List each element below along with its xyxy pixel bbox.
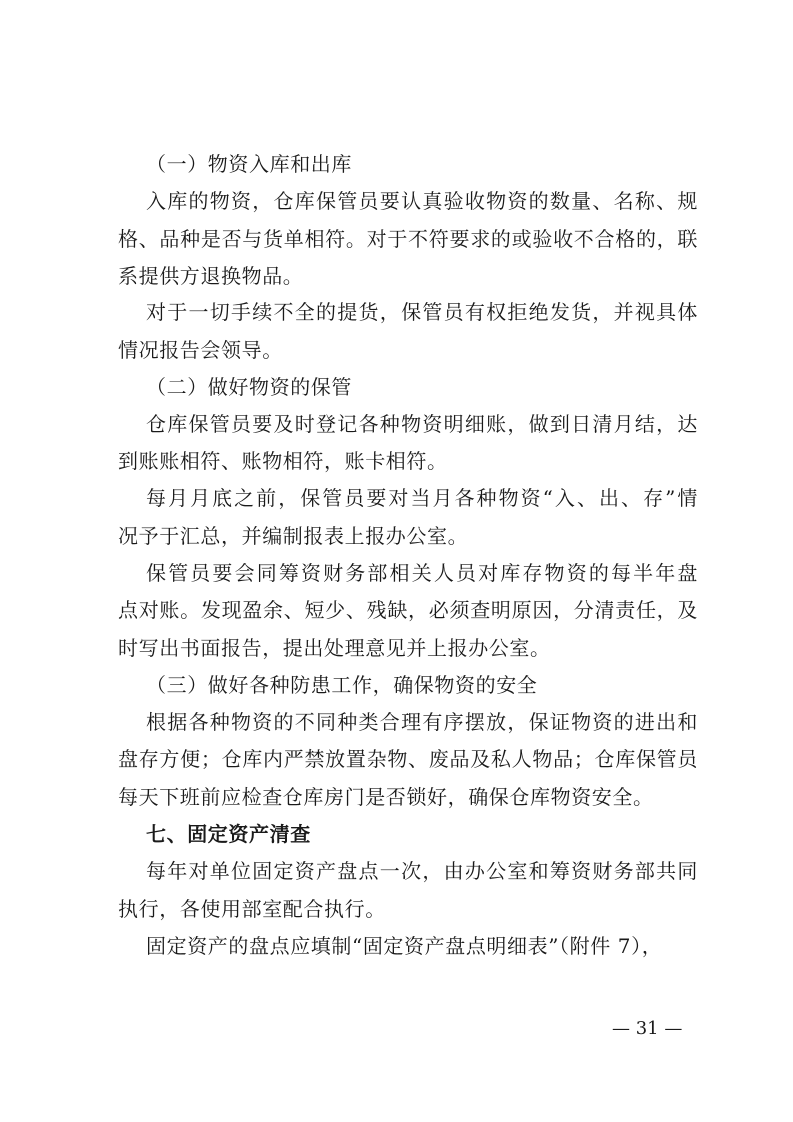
subsection-heading-3: （三）做好各种防患工作，确保物资的安全 xyxy=(146,673,538,697)
paragraph-line: 入库的物资，仓库保管员要认真验收物资的数量、名称、规 xyxy=(146,189,698,213)
paragraph-line: 对于一切手续不全的提货，保管员有权拒绝发货，并视具体 xyxy=(146,300,698,324)
page-number: — 31 — xyxy=(612,1018,683,1039)
paragraph-line: 执行，各使用部室配合执行。 xyxy=(118,897,386,921)
paragraph-line: 时写出书面报告，提出处理意见并上报办公室。 xyxy=(118,636,551,660)
subsection-heading-2: （二）做好物资的保管 xyxy=(146,375,352,399)
paragraph-line: 固定资产的盘点应填制“固定资产盘点明细表”（附件 7）， xyxy=(146,934,663,958)
paragraph-line: 根据各种物资的不同种类合理有序摆放，保证物资的进出和 xyxy=(146,710,698,734)
paragraph-line: 每年对单位固定资产盘点一次，由办公室和筹资财务部共同 xyxy=(146,859,698,883)
paragraph-line: 到账账相符、账物相符，账卡相符。 xyxy=(118,449,448,473)
paragraph-line: 仓库保管员要及时登记各种物资明细账，做到日清月结，达 xyxy=(146,412,698,436)
paragraph-line: 情况报告会领导。 xyxy=(118,338,283,362)
section-heading-7: 七、固定资产清查 xyxy=(146,822,311,846)
paragraph-line: 每天下班前应检查仓库房门是否锁好，确保仓库物资安全。 xyxy=(118,785,654,809)
subsection-heading-1: （一）物资入库和出库 xyxy=(146,152,352,176)
paragraph-line: 点对账。发现盈余、短少、残缺，必须查明原因，分清责任，及 xyxy=(118,598,698,622)
paragraph-line: 保管员要会同筹资财务部相关人员对库存物资的每半年盘 xyxy=(146,561,698,585)
paragraph-line: 每月月底之前，保管员要对当月各种物资“入、出、存”情 xyxy=(146,486,698,510)
paragraph-line: 系提供方退换物品。 xyxy=(118,264,304,288)
paragraph-line: 况予于汇总，并编制报表上报办公室。 xyxy=(118,524,469,548)
paragraph-line: 盘存方便；仓库内严禁放置杂物、废品及私人物品；仓库保管员 xyxy=(118,747,698,771)
paragraph-line: 格、品种是否与货单相符。对于不符要求的或验收不合格的，联 xyxy=(118,227,698,251)
